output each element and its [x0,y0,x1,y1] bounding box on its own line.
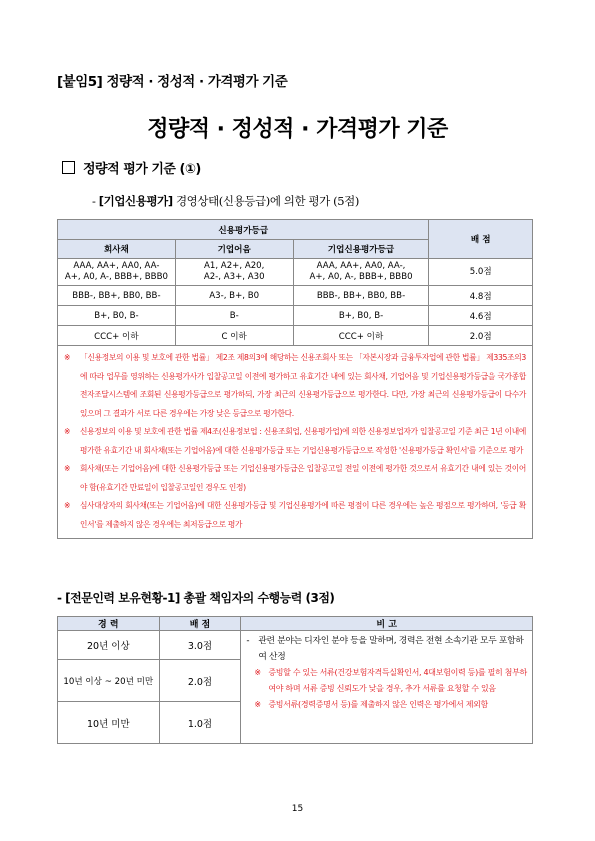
table-cell-score: 1.0점 [159,702,241,744]
table-cell-career: 10년 이상 ~ 20년 미만 [58,660,160,702]
note-item [64,349,526,423]
table-cell-cp: C 이하 [175,326,293,346]
page-title: 정량적 · 정성적 · 가격평가 기준 [147,117,448,142]
attachment-label: [붙임5] 정량적 · 정성적 · 가격평가 기준 [57,74,288,90]
section-professional-staff: - [전문인력 보유현황-1] 총괄 책임자의 수행능력 (3점) [57,591,335,605]
note-item [64,497,526,534]
table-cell-score: 2.0점 [429,326,533,346]
remark-mark: - [246,636,250,646]
table-row [58,631,533,660]
note-mark: ※ [64,353,71,362]
remark-text: 증빙할 수 있는 서류(건강보험자격득실확인서, 4대보험이력 등)를 필히 첨부하여야 하며 서류 증빙 신뢰도가 낮을 경우, 추가 서류를 요청할 수 있음 [268,668,527,693]
table-cell-career: 10년 미만 [58,702,160,744]
table-cell-bond: AAA, AA+, AA0, AA- A+, A0, A-, BBB+, BBB0 [58,259,176,286]
remark-text: 증빙서류(경력증명서 등)를 제출하지 않은 인력은 평가에서 제외함 [268,700,488,709]
remark-item [246,697,527,713]
table-cell-cp: A3-, B+, B0 [175,286,293,306]
remark-mark: ※ [254,700,261,709]
note-text: 심사대상자의 회사채(또는 기업어음)에 대한 신용평가등급 및 기업신용평가에 따른 평점이 다른 경우에는 높은 평점으로 평가하며, '등급 확인서'를 제출하지 않은 경우에는 최저등급으로 평가 [80,501,526,529]
table-cell-corp: BBB-, BB+, BB0, BB- [293,286,429,306]
column-header: 배 점 [159,617,241,631]
table-cell-cp: A1, A2+, A20, A2-, A3+, A30 [175,259,293,286]
credit-group-header: 신용평가등급 [58,220,429,240]
subheading-dash: - [92,194,99,208]
column-header: 경 력 [58,617,160,631]
subheading-credit-evaluation [92,193,359,209]
table-cell-corp: AAA, AA+, AA0, AA-, A+, A0, A-, BBB+, BBB0 [293,259,429,286]
column-header: 회사채 [58,240,176,259]
remark-mark: ※ [254,668,261,677]
table-cell-score: 4.6점 [429,306,533,326]
section-quantitative [62,158,201,177]
career-table [57,616,533,744]
checkbox-square-icon [62,161,75,174]
credit-rating-table [57,219,533,539]
credit-notes [58,346,533,539]
remark-text: 관련 분야는 디자인 분야 등을 말하며, 경력은 전현 소속기관 모두 포함하여 산정 [258,636,524,662]
table-cell-score: 5.0점 [429,259,533,286]
subheading-bold: [기업신용평가] [98,194,173,208]
table-cell-corp: B+, B0, B- [293,306,429,326]
note-item [64,460,526,497]
note-mark: ※ [64,464,71,473]
note-text: 신용정보의 이용 및 보호에 관한 법률 제4조(신용정보업 : 신용조회업, 신용평가업)에 의한 신용정보업자가 입찰공고일 기준 최근 1년 이내에 평가한 유효기간 내 회사채(또는 기업어음)에 대한 신용평가등급 또는 기업신용평가등급으로 작성한 '신용평가등급 확인서'를 기준으로 평가 [80,427,526,455]
table-cell-bond: BBB-, BB+, BB0, BB- [58,286,176,306]
table-cell-cp: B- [175,306,293,326]
table-cell-corp: CCC+ 이하 [293,326,429,346]
page-number: 15 [291,804,304,814]
table-row [58,259,533,286]
column-header: 비 고 [241,617,533,631]
table-row [58,286,533,306]
note-item [64,423,526,460]
note-mark: ※ [64,501,71,510]
remark-item [246,665,527,697]
section-quantitative-label: 정량적 평가 기준 (①) [83,162,201,177]
table-cell-score: 4.8점 [429,286,533,306]
table-cell-bond: B+, B0, B- [58,306,176,326]
table-cell-score: 3.0점 [159,631,241,660]
note-text: 회사채(또는 기업어음)에 대한 신용평가등급 또는 기업신용평가등급은 입찰공고일 전일 이전에 평가한 것으로서 유효기간 내에 있는 것이어야 함(유효기간 만료일이 입찰공고일인 경우도 인정) [80,464,526,492]
remark-item [246,633,527,665]
column-header: 기업신용평가등급 [293,240,429,259]
column-header: 기업어음 [175,240,293,259]
note-text: 「신용정보의 이용 및 보호에 관한 법률」 제2조 제8의3에 해당하는 신용조회사 또는 「자본시장과 금융투자업에 관한 법률」 제335조의3에 따라 업무를 영위하는 신용평가사가 입찰공고일 이전에 평가하고 유효기간 내에 있는 회사채, 기업어음 및 기업신용평가등급을 국가종합전자조달시스템에 조회된 신용평가등급으로 평가하되, 가장 최근의 신용평가등급으로 평가한다. 다만, 가장 최근의 신용평가등급이 다수가 있으며 그 결과가 서로 다른 경우에는 가장 낮은 등급으로 평가한다. [80,353,526,418]
table-cell-career: 20년 이상 [58,631,160,660]
note-mark: ※ [64,427,71,436]
subheading-rest: 경영상태(신용등급)에 의한 평가 (5점) [172,194,359,208]
table-row [58,306,533,326]
table-cell-score: 2.0점 [159,660,241,702]
table-cell-bond: CCC+ 이하 [58,326,176,346]
remarks-cell [241,631,533,744]
score-header: 배 점 [429,220,533,259]
table-row [58,326,533,346]
